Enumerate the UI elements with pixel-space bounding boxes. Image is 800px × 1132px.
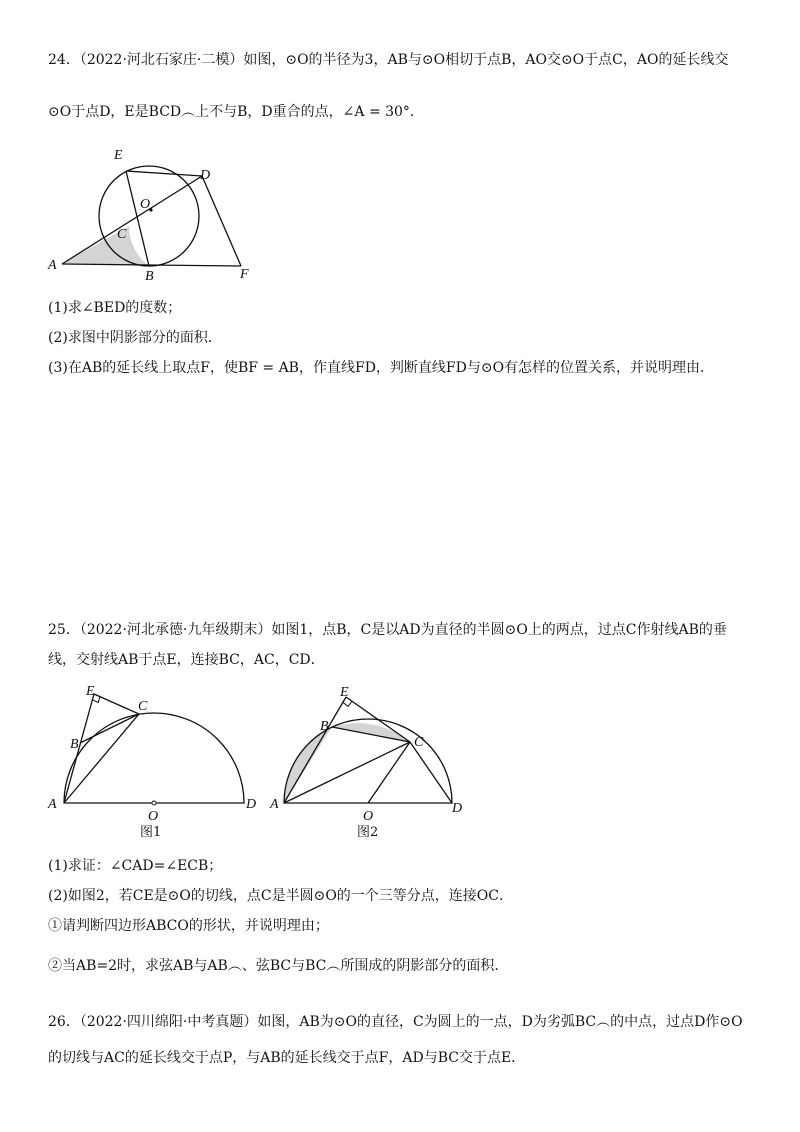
- q24-label-d: D: [200, 168, 211, 183]
- q25-sub2a: ①请判断四边形ABCO的形状，并说明理由；: [48, 918, 329, 934]
- q24-label-c: C: [117, 227, 127, 242]
- q25-fig2-label-a: A: [270, 797, 279, 812]
- q24-sub1: (1)求∠BED的度数；: [48, 300, 182, 316]
- q24-stem-line2: ⊙O于点D，E是BCD︵上不与B，D重合的点，∠A = 30°．: [48, 104, 424, 120]
- q24-label-f: F: [240, 267, 249, 282]
- q25-figure2: [268, 680, 488, 840]
- q25-sub2: (2)如图2，若CE是⊙O的切线，点C是半圆⊙O的一个三等分点，连接OC．: [48, 888, 513, 904]
- q25-fig2-line-ae: [284, 697, 346, 803]
- q25-fig1-label-c: C: [138, 699, 148, 714]
- q25-fig1-label-e: E: [86, 684, 95, 699]
- q24-label-o: O: [140, 197, 151, 212]
- q24-label-b: B: [145, 269, 154, 283]
- q24-sub2: (2)求图中阴影部分的面积．: [48, 330, 222, 346]
- q25-fig2-label-o: O: [363, 809, 374, 824]
- q25-figure1: [40, 680, 270, 840]
- q24-stem-line1: 24．（2022·河北石家庄·二模）如图，⊙O的半径为3，AB与⊙O相切于点B，AO交⊙O于点C，AO的延长线交: [48, 52, 729, 68]
- q25-sub2b: ②当AB=2时，求弦AB与AB︵、弦BC与BC︵所围成的阴影部分的面积．: [48, 958, 509, 974]
- q25-fig2-right-angle: [343, 701, 352, 706]
- q24-line-df: [202, 176, 241, 266]
- q25-fig1-line-ae: [64, 694, 94, 803]
- q25-fig2-label-e: E: [340, 685, 349, 700]
- q25-fig1-label-b: B: [70, 737, 79, 752]
- q24-label-a: A: [48, 258, 57, 273]
- q25-fig1-caption: 图1: [140, 825, 162, 840]
- q24-figure: [44, 138, 264, 283]
- q25-fig2-line-oc: [368, 742, 410, 803]
- q24-label-e: E: [114, 148, 123, 163]
- q25-fig1-label-d: D: [246, 797, 257, 812]
- q25-fig1-center-dot: [152, 801, 156, 805]
- q25-fig2-label-c: C: [414, 735, 424, 750]
- q25-stem-line1: 25．（2022·河北承德·九年级期末）如图1，点B，C是以AD为直径的半圆⊙O上的两点，过点C作射线AB的垂: [48, 622, 727, 638]
- q25-fig2-label-d: D: [452, 801, 463, 816]
- q25-fig2-caption: 图2: [357, 825, 379, 840]
- q25-fig1-line-ec: [94, 694, 139, 714]
- q25-fig1-semicircle: [64, 713, 244, 803]
- q24-circle: [99, 166, 199, 266]
- q25-fig1-line-bc: [80, 714, 139, 743]
- q26-stem-line1: 26．（2022·四川绵阳·中考真题）如图，AB为⊙O的直径，C为圆上的一点，D为劣弧BC︵的中点，过点D作⊙O: [48, 1014, 743, 1030]
- q24-sub3: (3)在AB的延长线上取点F，使BF = AB，作直线FD，判断直线FD与⊙O有怎样的位置关系，并说明理由．: [48, 360, 715, 376]
- q25-fig1-label-o: O: [148, 809, 159, 824]
- q24-shaded-region: [62, 226, 149, 266]
- q25-sub1: (1)求证：∠CAD=∠ECB；: [48, 858, 223, 874]
- q24-line-ed: [126, 171, 202, 176]
- q25-fig1-label-a: A: [48, 797, 57, 812]
- q25-stem-line2: 线，交射线AB于点E，连接BC，AC，CD．: [48, 652, 325, 668]
- q26-stem-line2: 的切线与AC的延长线交于点P，与AB的延长线交于点F，AD与BC交于点E．: [48, 1050, 526, 1066]
- q25-fig2-label-b: B: [320, 719, 329, 734]
